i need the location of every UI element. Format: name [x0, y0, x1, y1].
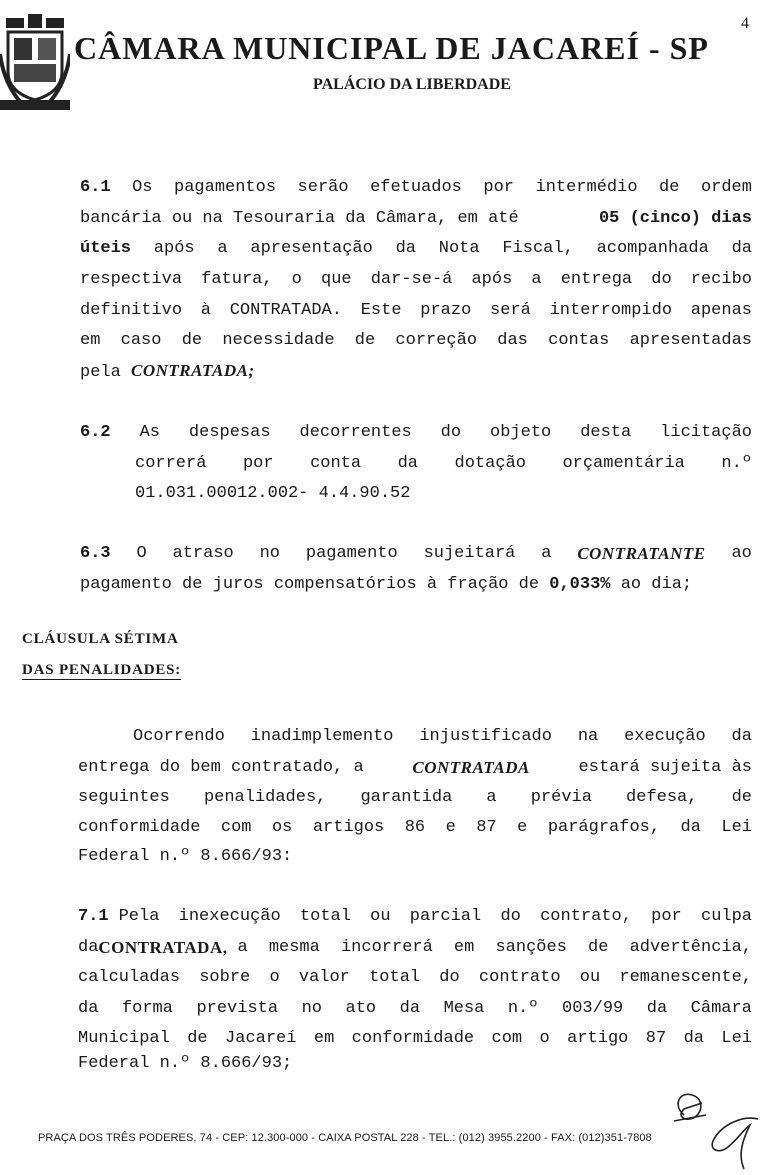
page-number: 4 — [741, 15, 749, 32]
paragraph-7-1-line-4: da forma prevista no ato da Mesa n.º 003/99 da Câmara — [78, 999, 752, 1018]
clause-number: 7.1 — [78, 907, 109, 926]
page-subtitle: PALÁCIO DA LIBERDADE — [313, 76, 511, 93]
handwritten-initials-icon — [662, 1085, 765, 1170]
penalties-intro-line-5: Federal n.º 8.666/93: — [78, 847, 293, 866]
clause-number: 6.3 — [80, 544, 111, 563]
clause-number: 6.1 — [80, 178, 111, 197]
paragraph-6-1-line-6: em caso de necessidade de correção das contas apresentadas — [80, 331, 752, 350]
paragraph-6-1-line-7: pela CONTRATADA; — [80, 361, 255, 382]
paragraph-7-1-line-5: Municipal de Jacareí em conformidade com o artigo 87 da Lei — [78, 1029, 752, 1048]
paragraph-6-1-line-4: respectiva fatura, o que dar-se-á após a entrega do recibo — [80, 270, 752, 289]
paragraph-6-2-line-1: 6.2 As despesas decorrentes do objeto desta licitação — [80, 423, 752, 442]
penalties-intro-line-1: Ocorrendo inadimplemento injustificado na execução da — [133, 727, 752, 746]
paragraph-6-1-line-2: bancária ou na Tesouraria da Câmara, em até 05 (cinco) dias — [80, 209, 752, 228]
clause-heading: CLÁUSULA SÉTIMA — [22, 631, 179, 647]
penalties-intro-line-3: seguintes penalidades, garantida a prévia defesa, de — [78, 788, 752, 807]
paragraph-6-3-line-2: pagamento de juros compensatórios à fração de 0,033% ao dia; — [80, 575, 693, 594]
penalties-intro-line-2: entrega do bem contratado, a CONTRATADA estará sujeita às — [78, 758, 752, 777]
paragraph-7-1-line-6: Federal n.º 8.666/93; — [78, 1054, 293, 1073]
paragraph-6-1-line-5: definitivo à CONTRATADA. Este prazo será interrompido apenas — [80, 301, 752, 320]
penalties-intro-line-4: conformidade com os artigos 86 e 87 e parágrafos, da Lei — [78, 818, 752, 837]
paragraph-6-3-line-1: 6.3 O atraso no pagamento sujeitará a CONTRATANTE ao — [80, 544, 752, 563]
paragraph-6-1-line-1: 6.1 Os pagamentos serão efetuados por intermédio de ordem — [80, 178, 752, 197]
page-title: CÂMARA MUNICIPAL DE JACAREÍ - SP — [74, 30, 709, 66]
paragraph-6-2-line-3: 01.031.00012.002- 4.4.90.52 — [135, 484, 411, 503]
clause-subheading: DAS PENALIDADES: — [22, 662, 182, 678]
paragraph-6-1-line-3: úteis após a apresentação da Nota Fiscal, acompanhada da — [80, 239, 752, 258]
footer-address: PRAÇA DOS TRÊS PODERES, 74 - CEP: 12.300-000 - CAIXA POSTAL 228 - TEL.: (012) 3955.2200 - FAX: (012)351-7808 — [38, 1132, 652, 1144]
paragraph-7-1-line-3: calculadas sobre o valor total do contrato ou remanescente, — [78, 968, 752, 987]
paragraph-7-1-line-1: 7.1 Pela inexecução total ou parcial do contrato, por culpa — [78, 907, 752, 926]
municipal-coat-of-arms-icon — [0, 14, 70, 110]
clause-number: 6.2 — [80, 423, 111, 442]
paragraph-6-2-line-2: correrá por conta da dotação orçamentária n.º — [135, 454, 752, 473]
paragraph-7-1-line-2: da CONTRATADA, a mesma incorrerá em sanções de advertência, — [78, 938, 752, 957]
